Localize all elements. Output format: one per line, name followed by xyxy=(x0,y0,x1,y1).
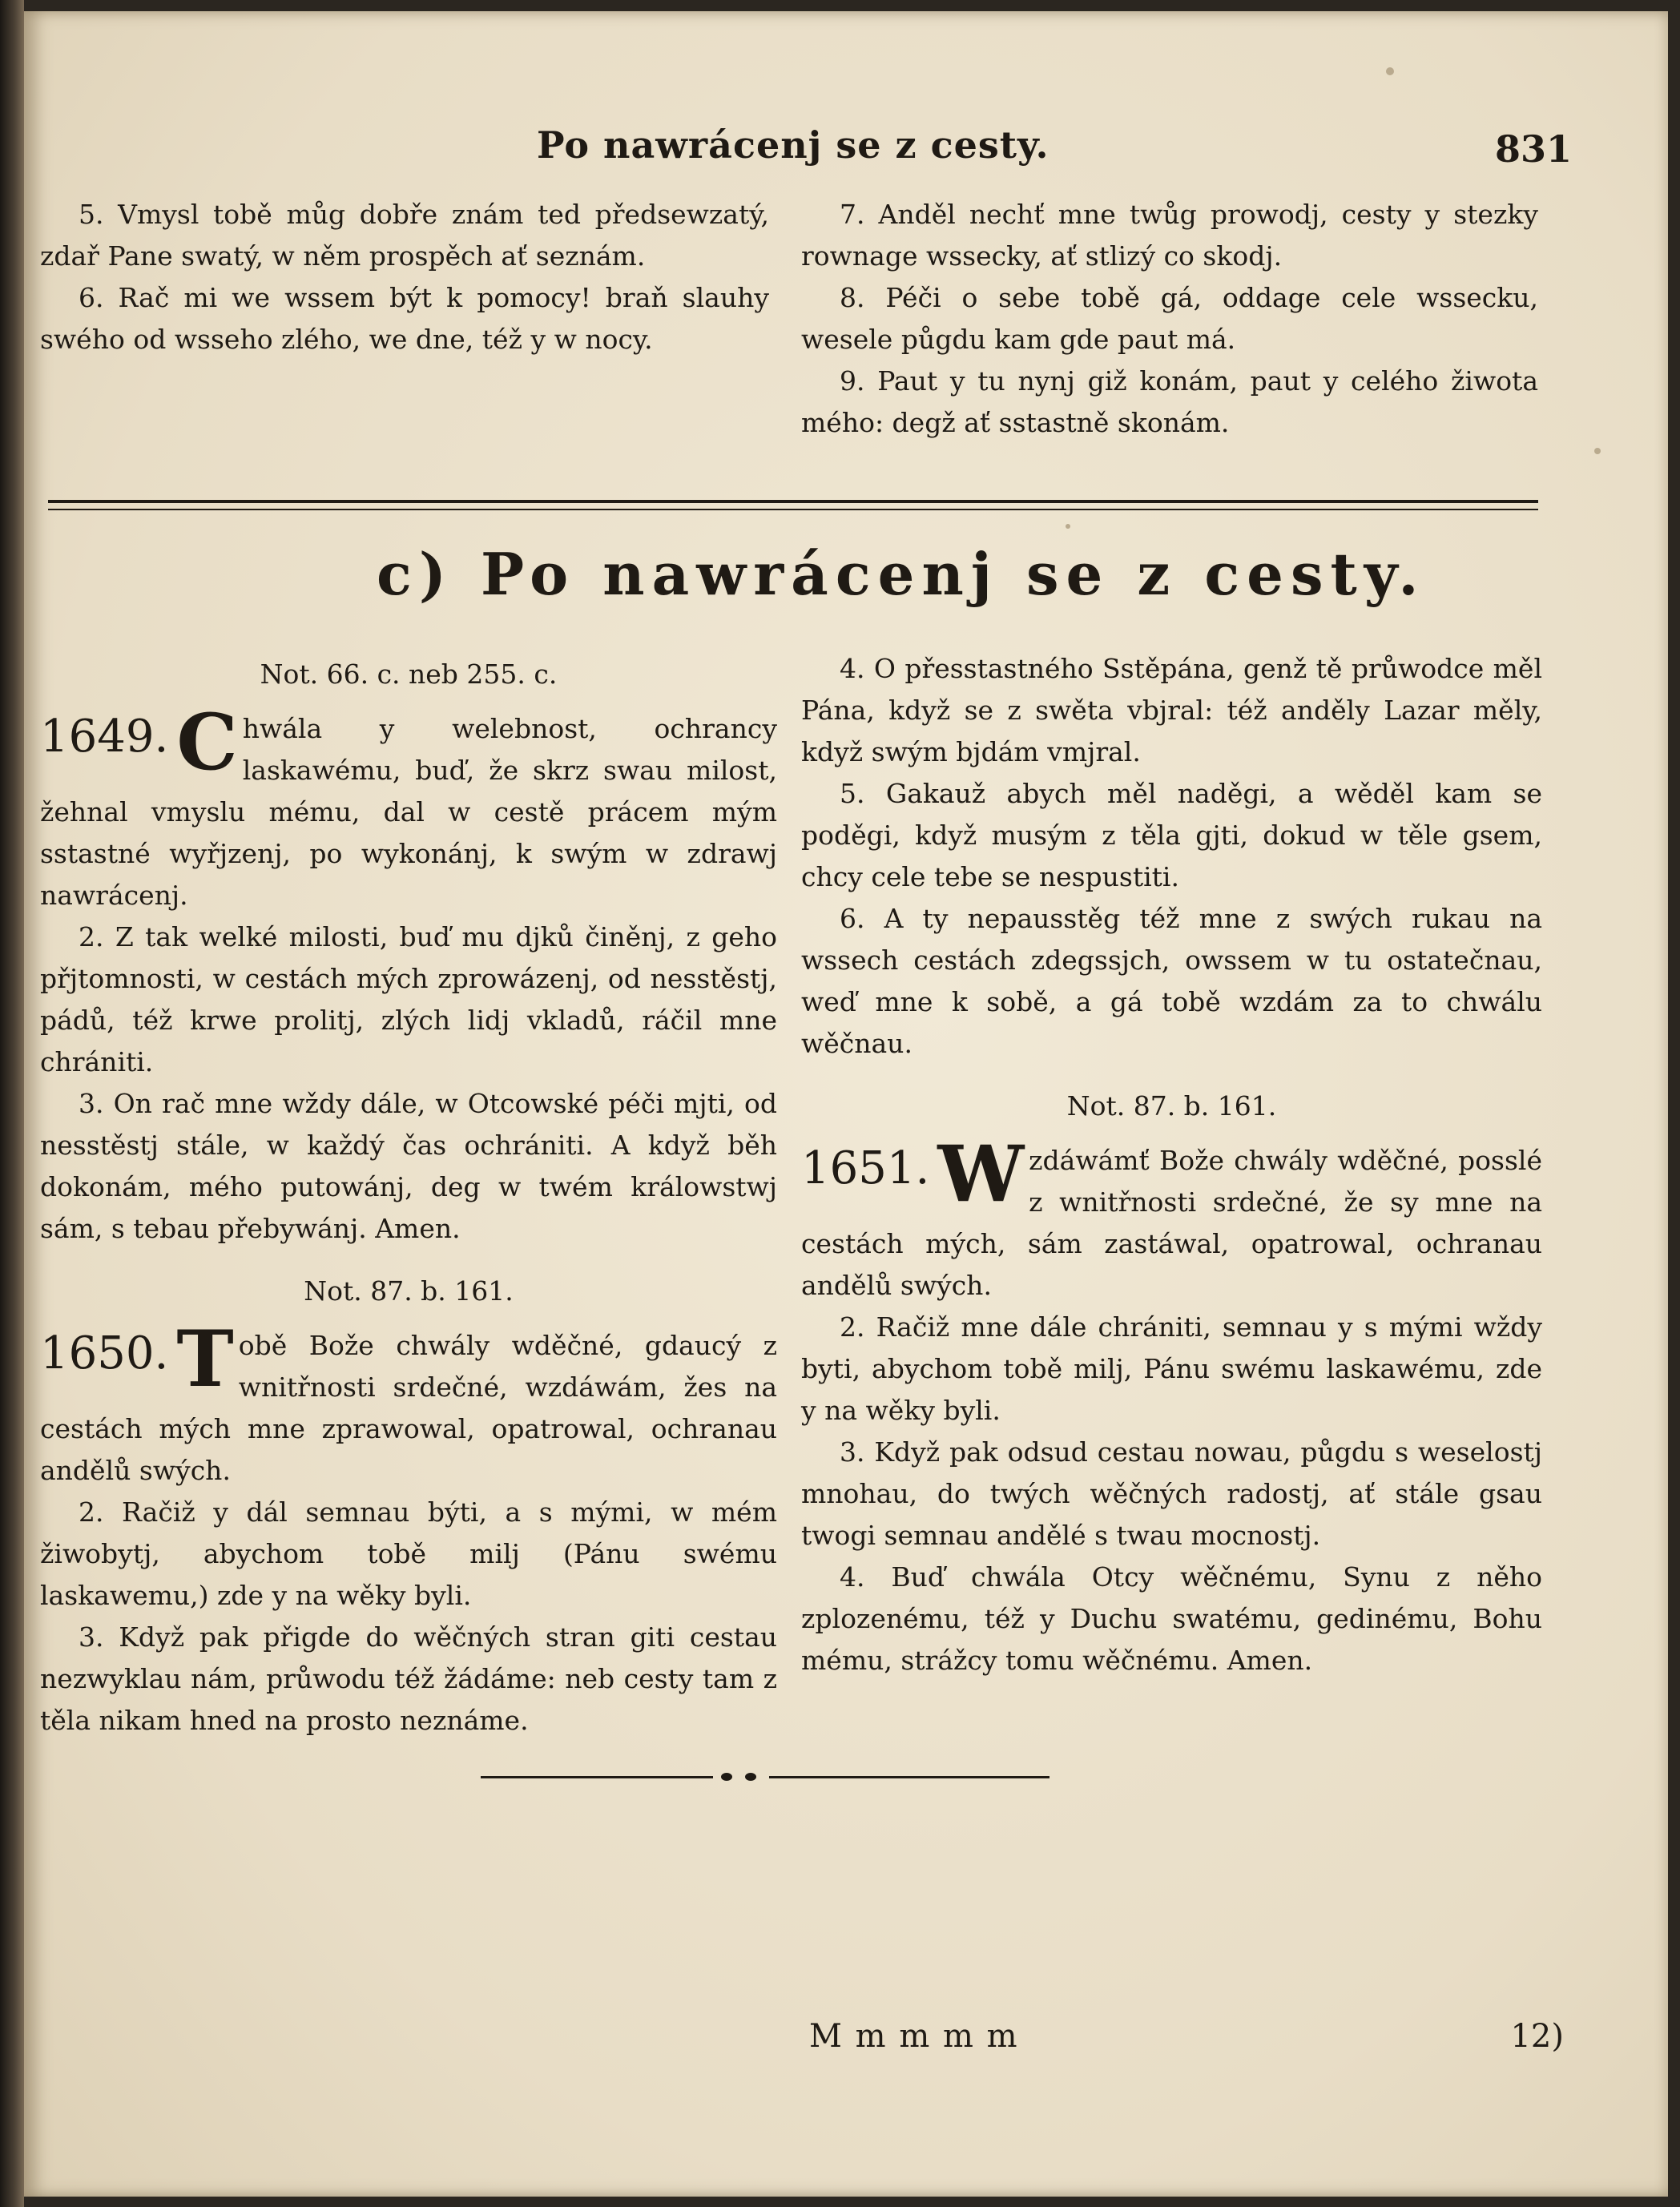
verse-7: 7. Anděl nechť mne twůg prowodj, cesty y stezky rownage wssecky, ať stlizý co skodj. xyxy=(801,199,1538,272)
hymn-1651-first-verse xyxy=(801,1129,1542,1307)
running-head-title: Po nawrácenj se z cesty. xyxy=(537,123,1049,167)
top-right-column xyxy=(801,194,1538,444)
verse-5: 5. Vmysl tobě můg dobře znám ted předsewzatý, zdař Pane swatý, w něm prospěch ať seznám. xyxy=(40,199,769,272)
hymn-1649-verse-3: 3. On rač mne wždy dále, w Otcowské péči mjti, od nesstěstj stále, w každý čas ochrániti. A když běh dokonám, mého putowánj, deg w twém králowstwj sám, s tebau přebywánj. Amen. xyxy=(40,1088,777,1244)
ornament-line-right xyxy=(769,1776,1049,1778)
hymn-1650-verse-6: 6. A ty nepausstěg též mne z swých rukau na wssech cestách zdegssjch, owssem w tu ostatečnau, weď mne k sobě, a gá tobě wzdám za to chwálu wěčnau. xyxy=(801,903,1542,1059)
hymn-1651-verse-4: 4. Buď chwála Otcy wěčnému, Synu z něho zplozenému, též y Duchu swatému, gedinému, Bohu mému, strážcy tomu wěčnému. Amen. xyxy=(801,1561,1542,1676)
ornament-dot xyxy=(745,1773,756,1781)
main-right-column xyxy=(801,648,1542,1681)
paper-speck xyxy=(1594,448,1601,454)
hymn-1651-number: 1651. xyxy=(801,1142,930,1194)
page-number: 831 xyxy=(1494,127,1572,171)
section-divider-rule xyxy=(48,500,1538,510)
hymn-1650-dropcap: T xyxy=(176,1314,234,1404)
hymn-1650-first-verse xyxy=(40,1314,777,1492)
hymn-1650-verse-4: 4. O přesstastného Sstěpána, genž tě průwodce měl Pána, když se z swěta vbjral: též anděly Lazar měly, když swým bjdám vmjral. xyxy=(801,653,1542,767)
hymn-1649-verse-1-text: hwála y welebnost, ochrancy laskawému, buď, že skrz swau milost, žehnal vmyslu mému, dal w cestě prácem mým sstastné wyřjzenj, po wykonánj, k swým w zdrawj nawrácenj. xyxy=(40,713,777,911)
hymn-1651-verse-3: 3. Když pak odsud cestau nowau, půgdu s weselostj mnohau, do twých wěčných radostj, ať stále gsau twogi semnau andělé s twau mocnostj. xyxy=(801,1436,1542,1551)
hymn-1651-dropcap: W xyxy=(937,1129,1025,1219)
section-title: c) Po nawrácenj se z cesty. xyxy=(377,540,1426,608)
ornament-line-left xyxy=(481,1776,713,1778)
hymn-1649-melody-reference: Not. 66. c. neb 255. c. xyxy=(260,658,558,690)
book-page xyxy=(24,11,1668,2197)
hymn-1650-number: 1650. xyxy=(40,1327,169,1379)
ornament-dot xyxy=(721,1773,732,1781)
hymn-1651-verse-1-text: zdáwámť Bože chwály wděčné, posslé z wnitřnosti srdečné, že sy mne na cestách mých, sám zastáwal, opatrowal, ochranau andělů swých. xyxy=(801,1145,1542,1301)
catchword: 12) xyxy=(1510,2018,1564,2055)
main-left-column xyxy=(40,644,777,1742)
end-ornament xyxy=(481,1770,1049,1786)
hymn-1650-verse-3: 3. Když pak přigde do wěčných stran giti cestau nezwyklau nám, průwodu též žádáme: neb cesty tam z těla nikam hned na prosto neznáme. xyxy=(40,1621,777,1736)
hymn-1650-verse-1-text: obě Bože chwály wděčné, gdaucý z wnitřnosti srdečné, wzdáwám, žes na cestách mých mne zprawowal, opatrowal, ochranau andělů swých. xyxy=(40,1330,777,1486)
paper-speck xyxy=(1066,524,1070,529)
top-left-column xyxy=(40,194,769,360)
hymn-1650-verse-2: 2. Račiž y dál semnau býti, a s mými, w mém žiwobytj, abychom tobě milj (Pánu swému laskawemu,) zde y na wěky byli. xyxy=(40,1496,777,1611)
verse-9: 9. Paut y tu nynj giž konám, paut y celého žiwota mého: degž ať sstastně skonám. xyxy=(801,365,1538,438)
hymn-1649-number: 1649. xyxy=(40,711,169,763)
hymn-1651-melody-reference: Not. 87. b. 161. xyxy=(1066,1090,1277,1122)
paper-speck xyxy=(1386,67,1394,75)
hymn-1650-verse-5: 5. Gakauž abych měl naděgi, a wěděl kam se poděgi, když musým z těla gjti, dokud w těle gsem, chcy cele tebe se nespustiti. xyxy=(801,778,1542,892)
verse-6: 6. Rač mi we wssem být k pomocy! braň slauhy swého od wsseho zlého, we dne, též y w nocy. xyxy=(40,282,769,355)
book-binding-edge xyxy=(0,0,24,2207)
hymn-1649-verse-2: 2. Z tak welké milosti, buď mu djků činěnj, z geho přjtomnosti, w cestách mých zprowázenj, od nesstěstj, pádů, též krwe prolitj, zlých lidj vkladů, ráčil mne chrániti. xyxy=(40,921,777,1077)
hymn-1651-verse-2: 2. Račiž mne dále chrániti, semnau y s mými wždy byti, abychom tobě milj, Pánu swému laskawému, zde y na wěky byli. xyxy=(801,1311,1542,1426)
hymn-1650-melody-reference: Not. 87. b. 161. xyxy=(304,1275,514,1307)
verse-8: 8. Péči o sebe tobě gá, oddage cele wssecku, wesele půgdu kam gde paut má. xyxy=(801,282,1538,355)
hymn-1649-first-verse xyxy=(40,697,777,916)
signature-mark: M m m m m xyxy=(809,2018,1019,2055)
hymn-1649-dropcap: C xyxy=(176,697,238,787)
